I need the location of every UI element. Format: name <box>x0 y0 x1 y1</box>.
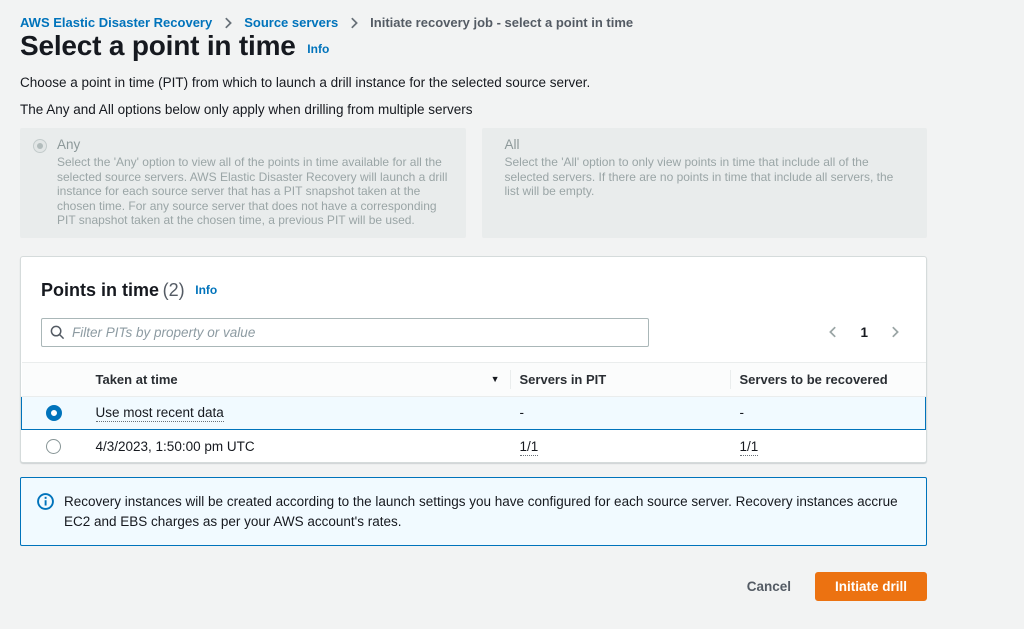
points-in-time-panel <box>20 256 927 464</box>
previous-page-button[interactable] <box>824 323 842 341</box>
servers-in-pit-cell <box>510 429 730 462</box>
servers-to-recover-cell <box>730 429 926 462</box>
info-alert <box>20 477 927 546</box>
row-radio-cell[interactable] <box>22 429 86 462</box>
servers-to-recover-value: - <box>739 405 744 421</box>
tile-any-description: Select the 'Any' option to view all of the points in time available for all the selected source servers. AWS Elastic Disaster Recovery will launch a drill instance for each source server that has a PIT snapshot taken at the chosen time. For any source server that does not have a corresponding PIT snapshot taken at the chosen time, a previous PIT will be used. <box>57 155 448 227</box>
filter-row <box>21 301 926 362</box>
pit-mode-tiles <box>20 128 927 238</box>
panel-title: Points in time <box>41 279 160 300</box>
page-content <box>20 0 927 601</box>
any-radio <box>33 137 47 228</box>
cancel-button[interactable]: Cancel <box>746 579 791 595</box>
tile-any-label: Any <box>57 137 81 152</box>
info-alert-text: Recovery instances will be created according to the launch settings you have configured for each source server. Recovery instances accrue EC2 and EBS charges as per your AWS account's rates. <box>64 494 898 530</box>
tile-all <box>482 128 928 238</box>
column-header-servers-to-be-recovered[interactable]: Servers to be recovered <box>730 362 926 396</box>
radio-selected-icon[interactable] <box>46 405 62 421</box>
breadcrumb <box>20 0 927 30</box>
servers-in-pit-value[interactable]: 1/1 <box>519 438 539 454</box>
taken-at-value: 4/3/2023, 1:50:00 pm UTC <box>95 438 255 454</box>
panel-header <box>21 257 926 301</box>
next-page-button[interactable] <box>886 323 904 341</box>
selection-column-header <box>22 362 86 396</box>
chevron-left-icon <box>826 325 840 339</box>
taken-at-cell <box>86 429 510 462</box>
table-row-most-recent[interactable] <box>22 396 926 429</box>
table-row-pit-snapshot[interactable] <box>22 429 926 462</box>
column-header-label: Taken at time <box>95 371 178 387</box>
radio-unselected-icon[interactable] <box>46 439 61 454</box>
chevron-right-icon <box>347 16 361 30</box>
any-all-note: The Any and All options below only apply when drilling from multiple servers <box>20 102 473 117</box>
breadcrumb-link-drs[interactable]: AWS Elastic Disaster Recovery <box>20 15 213 30</box>
breadcrumb-link-source-servers[interactable]: Source servers <box>244 15 339 30</box>
taken-at-cell <box>86 396 510 429</box>
pagination <box>824 323 906 341</box>
panel-info-link[interactable]: Info <box>195 282 218 297</box>
tile-any <box>20 128 466 238</box>
tile-all-label: All <box>504 137 520 152</box>
tile-all-description: Select the 'All' option to only view points in time that include all of the selected servers. If there are no points in time that include all servers, the list will be empty. <box>504 155 894 198</box>
table-header-row <box>22 362 926 396</box>
row-radio-cell[interactable] <box>22 396 86 429</box>
filter-input[interactable] <box>41 318 649 347</box>
page-title: Select a point in time <box>20 30 296 61</box>
chevron-right-icon <box>221 16 235 30</box>
servers-to-recover-value[interactable]: 1/1 <box>739 438 759 454</box>
initiate-drill-button[interactable]: Initiate drill <box>815 572 927 601</box>
current-page-number[interactable]: 1 <box>860 324 868 340</box>
pit-table <box>21 362 926 463</box>
info-circle-icon <box>37 491 54 532</box>
page-title-info-link[interactable]: Info <box>307 42 330 56</box>
panel-count: (2) <box>162 279 185 300</box>
search-icon <box>50 325 65 343</box>
servers-in-pit-cell <box>510 396 730 429</box>
sort-descending-icon[interactable]: ▼ <box>490 373 500 384</box>
filter-box <box>41 318 649 347</box>
radio-disabled-icon <box>33 139 47 153</box>
page-description: Choose a point in time (PIT) from which to launch a drill instance for the selected source server. <box>20 75 591 90</box>
taken-at-value[interactable]: Use most recent data <box>95 405 224 421</box>
column-header-taken-at-time[interactable] <box>86 362 510 396</box>
column-header-servers-in-pit[interactable]: Servers in PIT <box>510 362 730 396</box>
breadcrumb-current-page: Initiate recovery job - select a point in time <box>370 15 634 30</box>
page-header <box>20 30 927 62</box>
form-actions <box>20 572 927 601</box>
servers-in-pit-value: - <box>519 405 524 421</box>
chevron-right-icon <box>888 325 902 339</box>
servers-to-recover-cell <box>730 396 926 429</box>
